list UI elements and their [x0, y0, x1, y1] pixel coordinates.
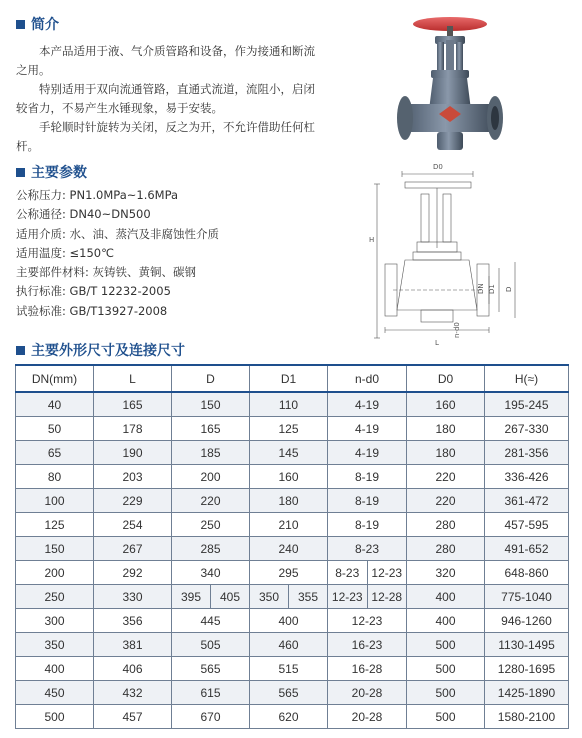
param-row: [16, 302, 219, 321]
table-cell: 648-860: [485, 561, 569, 585]
table-row: [16, 561, 569, 585]
section-square-icon: [16, 20, 25, 29]
table-row: [16, 537, 569, 561]
intro-paragraph: 手轮顺时针旋转为关闭，反之为开，不允许借助任何杠杆。: [16, 120, 315, 153]
table-title: 主要外形尺寸及连接尺寸: [31, 343, 185, 359]
table-cell: 491-652: [485, 537, 569, 561]
table-cell: 445: [172, 609, 250, 633]
table-row: [16, 441, 569, 465]
table-cell: 12-23: [328, 609, 407, 633]
label-l: L: [435, 339, 439, 347]
table-cell: 670: [172, 705, 250, 729]
table-cell: 620: [250, 705, 328, 729]
table-header-row: [16, 365, 569, 392]
param-label: 主要部件材料:: [16, 265, 89, 280]
column-header: L: [94, 365, 172, 392]
params-list: [16, 186, 219, 321]
label-d: D: [505, 286, 513, 292]
table-subcell: 355: [288, 585, 327, 608]
table-cell: 1580-2100: [485, 705, 569, 729]
param-row: [16, 225, 219, 244]
table-cell: 615: [172, 681, 250, 705]
column-header: D1: [250, 365, 328, 392]
table-cell: 381: [94, 633, 172, 657]
table-cell: 110: [250, 392, 328, 417]
param-row: [16, 244, 219, 263]
table-cell: 400: [16, 657, 94, 681]
table-cell: 203: [94, 465, 172, 489]
param-label: 公称压力:: [16, 188, 66, 202]
table-cell: 1425-1890: [485, 681, 569, 705]
table-cell: 330: [94, 585, 172, 609]
table-body: [16, 392, 569, 729]
table-row: [16, 585, 569, 609]
label-d1: D1: [488, 284, 496, 294]
section-square-icon: [16, 168, 25, 177]
column-header: DN(mm): [16, 365, 94, 392]
table-cell: 180: [250, 489, 328, 513]
column-header: D: [172, 365, 250, 392]
table-cell: 160: [250, 465, 328, 489]
table-subcell: 12-23: [331, 589, 363, 604]
table-cell: 500: [16, 705, 94, 729]
table-cell: 505: [172, 633, 250, 657]
label-nd0: n-d0: [453, 322, 461, 338]
table-cell: 190: [94, 441, 172, 465]
table-cell: 406: [94, 657, 172, 681]
intro-heading: [16, 14, 59, 34]
intro-title: 简介: [31, 17, 59, 33]
table-cell: 178: [94, 417, 172, 441]
table-cell: 150: [172, 392, 250, 417]
table-subcell: 8-23: [335, 565, 360, 580]
table-cell: 450: [16, 681, 94, 705]
table-cell: 267-330: [485, 417, 569, 441]
param-row: [16, 263, 219, 282]
param-value: GB/T13927-2008: [69, 303, 168, 318]
param-value: PN1.0MPa~1.6MPa: [69, 188, 179, 202]
table-cell: 220: [407, 489, 485, 513]
table-cell: 400: [407, 609, 485, 633]
table-subcell: 405: [210, 585, 249, 608]
table-subcell: 350: [258, 589, 280, 604]
table-cell: 350: [16, 633, 94, 657]
table-cell: 500: [407, 657, 485, 681]
param-value: 灰铸铁、黄铜、碳钢: [92, 265, 197, 280]
table-cell: 280: [407, 537, 485, 561]
table-cell: 20-28: [328, 681, 407, 705]
table-row: [16, 392, 569, 417]
table-cell: 400: [407, 585, 485, 609]
table-cell: [328, 585, 407, 609]
param-row: [16, 186, 219, 205]
param-value: ≤150℃: [69, 245, 115, 260]
table-cell: 16-28: [328, 657, 407, 681]
table-cell: 457: [94, 705, 172, 729]
table-row: [16, 465, 569, 489]
table-cell: 1280-1695: [485, 657, 569, 681]
table-cell: 145: [250, 441, 328, 465]
label-h: H: [369, 236, 375, 244]
table-cell: 775-1040: [485, 585, 569, 609]
table-subcell: 12-28: [367, 585, 407, 608]
table-cell: 250: [16, 585, 94, 609]
table-cell: 220: [172, 489, 250, 513]
table-cell: 50: [16, 417, 94, 441]
table-cell: 460: [250, 633, 328, 657]
table-cell: 267: [94, 537, 172, 561]
intro-paragraph: 本产品适用于液、气介质管路和设备，作为接通和断流之用。: [16, 44, 315, 77]
gate-valve-photo: [395, 14, 505, 164]
table-cell: 4-19: [328, 441, 407, 465]
table-row: [16, 417, 569, 441]
table-cell: 160: [407, 392, 485, 417]
table-cell: 185: [172, 441, 250, 465]
label-dn: DN: [477, 283, 485, 294]
table-cell: [328, 561, 407, 585]
table-cell: [250, 585, 328, 609]
table-cell: 361-472: [485, 489, 569, 513]
table-cell: 210: [250, 513, 328, 537]
table-cell: 16-23: [328, 633, 407, 657]
table-cell: 500: [407, 681, 485, 705]
table-cell: 457-595: [485, 513, 569, 537]
table-cell: 165: [172, 417, 250, 441]
table-subcell: 12-23: [367, 561, 407, 584]
table-row: [16, 489, 569, 513]
table-cell: 1130-1495: [485, 633, 569, 657]
table-cell: 240: [250, 537, 328, 561]
intro-text: [16, 42, 326, 156]
table-row: [16, 681, 569, 705]
table-cell: 500: [407, 633, 485, 657]
table-cell: 80: [16, 465, 94, 489]
param-label: 试验标准:: [16, 303, 66, 318]
param-value: GB/T 12232-2005: [69, 284, 171, 299]
valve-dimension-drawing: [365, 160, 535, 350]
table-cell: 8-19: [328, 465, 407, 489]
column-header: D0: [407, 365, 485, 392]
param-label: 适用温度:: [16, 245, 66, 260]
table-cell: 250: [172, 513, 250, 537]
table-cell: 500: [407, 705, 485, 729]
param-row: [16, 205, 219, 224]
table-heading: [16, 340, 185, 360]
table-cell: 356: [94, 609, 172, 633]
table-cell: 946-1260: [485, 609, 569, 633]
table-cell: 40: [16, 392, 94, 417]
table-cell: 280: [407, 513, 485, 537]
intro-paragraph: 特别适用于双向流通管路，直通式流道，流阻小，启闭较省力，不易产生水锤现象，易于安装。: [16, 82, 315, 115]
param-value: 水、油、蒸汽及非腐蚀性介质: [69, 226, 220, 241]
table-cell: 100: [16, 489, 94, 513]
table-row: [16, 633, 569, 657]
table-cell: 65: [16, 441, 94, 465]
table-cell: 336-426: [485, 465, 569, 489]
table-cell: 195-245: [485, 392, 569, 417]
table-cell: 292: [94, 561, 172, 585]
table-cell: 565: [172, 657, 250, 681]
table-cell: 8-23: [328, 537, 407, 561]
param-label: 公称通径:: [16, 207, 66, 222]
column-header: H(≈): [485, 365, 569, 392]
table-cell: 229: [94, 489, 172, 513]
table-subcell: 395: [180, 589, 202, 604]
table-cell: 200: [172, 465, 250, 489]
table-cell: 320: [407, 561, 485, 585]
table-cell: 400: [250, 609, 328, 633]
param-row: [16, 282, 219, 301]
table-cell: 4-19: [328, 417, 407, 441]
table-cell: 565: [250, 681, 328, 705]
table-row: [16, 657, 569, 681]
table-cell: 165: [94, 392, 172, 417]
param-label: 执行标准:: [16, 284, 66, 299]
table-cell: 254: [94, 513, 172, 537]
table-cell: 180: [407, 441, 485, 465]
table-cell: 125: [16, 513, 94, 537]
table-cell: 200: [16, 561, 94, 585]
table-cell: 150: [16, 537, 94, 561]
params-title: 主要参数: [31, 165, 87, 181]
table-cell: [172, 585, 250, 609]
param-value: DN40~DN500: [69, 207, 151, 222]
table-cell: 281-356: [485, 441, 569, 465]
section-square-icon: [16, 346, 25, 355]
table-cell: 180: [407, 417, 485, 441]
table-cell: 4-19: [328, 392, 407, 417]
table-cell: 295: [250, 561, 328, 585]
column-header: n-d0: [328, 365, 407, 392]
table-cell: 285: [172, 537, 250, 561]
table-cell: 515: [250, 657, 328, 681]
table-cell: 220: [407, 465, 485, 489]
table-cell: 300: [16, 609, 94, 633]
dimension-table: [15, 364, 569, 729]
table-cell: 340: [172, 561, 250, 585]
table-row: [16, 513, 569, 537]
label-d0: D0: [433, 163, 443, 171]
table-cell: 8-19: [328, 489, 407, 513]
param-label: 适用介质:: [16, 226, 66, 241]
params-heading: [16, 162, 87, 182]
table-cell: 125: [250, 417, 328, 441]
table-cell: 8-19: [328, 513, 407, 537]
table-cell: 20-28: [328, 705, 407, 729]
table-row: [16, 705, 569, 729]
table-row: [16, 609, 569, 633]
table-cell: 432: [94, 681, 172, 705]
